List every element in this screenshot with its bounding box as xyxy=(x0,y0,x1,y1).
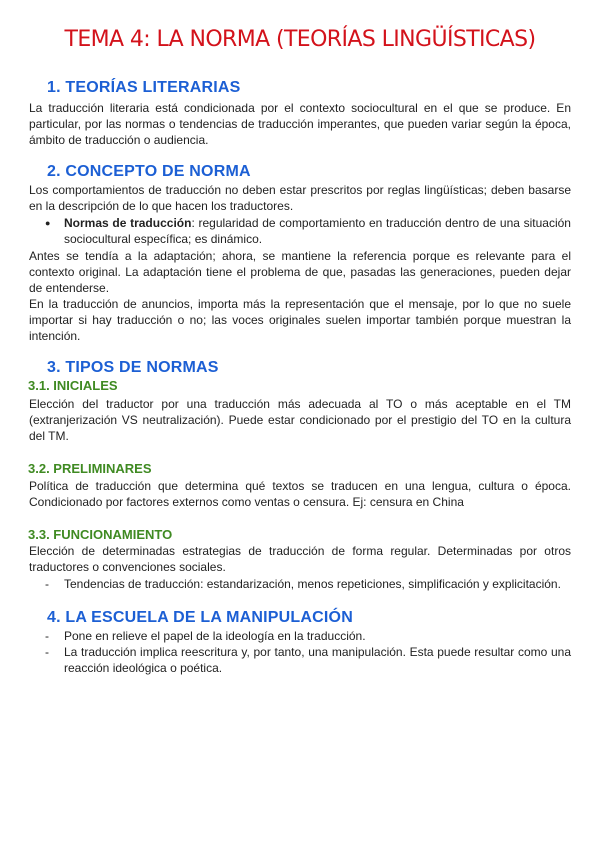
heading-concepto-de-norma: 2. CONCEPTO DE NORMA xyxy=(47,163,251,180)
dash-item xyxy=(29,576,571,592)
subheading-funcionamiento: 3.3. FUNCIONAMIENTO xyxy=(28,527,173,542)
dash-icon: - xyxy=(45,577,49,591)
paragraph: Elección del traductor por una traducción más adecuada al TO o más aceptable en el TM (extranjerización VS neutralización). Puede estar condicionado por el prestigio del TO en la cultura del TM. xyxy=(29,397,571,444)
dash-icon: - xyxy=(45,629,49,643)
dash-item-text: Tendencias de traducción: estandarización, menos repeticiones, simplificación y explicitación. xyxy=(64,577,561,591)
dash-item-text: Pone en relieve el papel de la ideología en la traducción. xyxy=(64,629,366,643)
dash-item xyxy=(29,644,571,676)
heading-tipos-de-normas: 3. TIPOS DE NORMAS xyxy=(47,359,219,376)
dash-item-text: La traducción implica reescritura y, por tanto, una manipulación. Esta puede resultar como una reacción ideológica o poética. xyxy=(64,645,571,676)
paragraph: Los comportamientos de traducción no deben estar prescritos por reglas lingüísticas; deben basarse en la descripción de lo que hacen los traductores. xyxy=(29,183,571,214)
bullet-item xyxy=(29,215,571,247)
subheading-iniciales: 3.1. INICIALES xyxy=(28,378,118,393)
dash-item xyxy=(29,628,571,644)
paragraph: La traducción literaria está condicionada por el contexto sociocultural en el que se produce. En particular, por las normas o tendencias de traducción imperantes, que pueden variar según la época, ámbito de traducción o audiencia. xyxy=(29,101,571,148)
paragraph: Antes se tendía a la adaptación; ahora, se mantiene la referencia porque es relevante para el contexto original. La adaptación tiene el problema de que, pasadas las generaciones, pueden dejar de entenderse. xyxy=(29,249,571,296)
paragraph: En la traducción de anuncios, importa más la representación que el mensaje, por lo que no suele importar si hay traducción o no; las voces originales suelen importar también porque muestran la intención. xyxy=(29,297,571,344)
heading-teorias-literarias: 1. TEORÍAS LITERARIAS xyxy=(47,79,241,96)
paragraph: Elección de determinadas estrategias de traducción de forma regular. Determinadas por otros traductores o convenciones sociales. xyxy=(29,544,571,575)
bullet-term: Normas de traducción xyxy=(64,216,192,230)
bullet-icon: ● xyxy=(45,218,51,228)
dash-icon: - xyxy=(45,645,49,659)
paragraph: Política de traducción que determina qué textos se traducen en una lengua, cultura o época. Condicionado por factores externos como ventas o censura. Ej: censura en China xyxy=(29,479,571,510)
subheading-preliminares: 3.2. PRELIMINARES xyxy=(28,461,152,476)
bullet-text: : regularidad de comportamiento en traducción dentro de una situación sociocultural específica; es dinámico. xyxy=(64,216,571,247)
heading-escuela-manipulacion: 4. LA ESCUELA DE LA MANIPULACIÓN xyxy=(47,609,353,626)
document-title: TEMA 4: LA NORMA (TEORÍAS LINGÜÍSTICAS) xyxy=(64,27,536,52)
